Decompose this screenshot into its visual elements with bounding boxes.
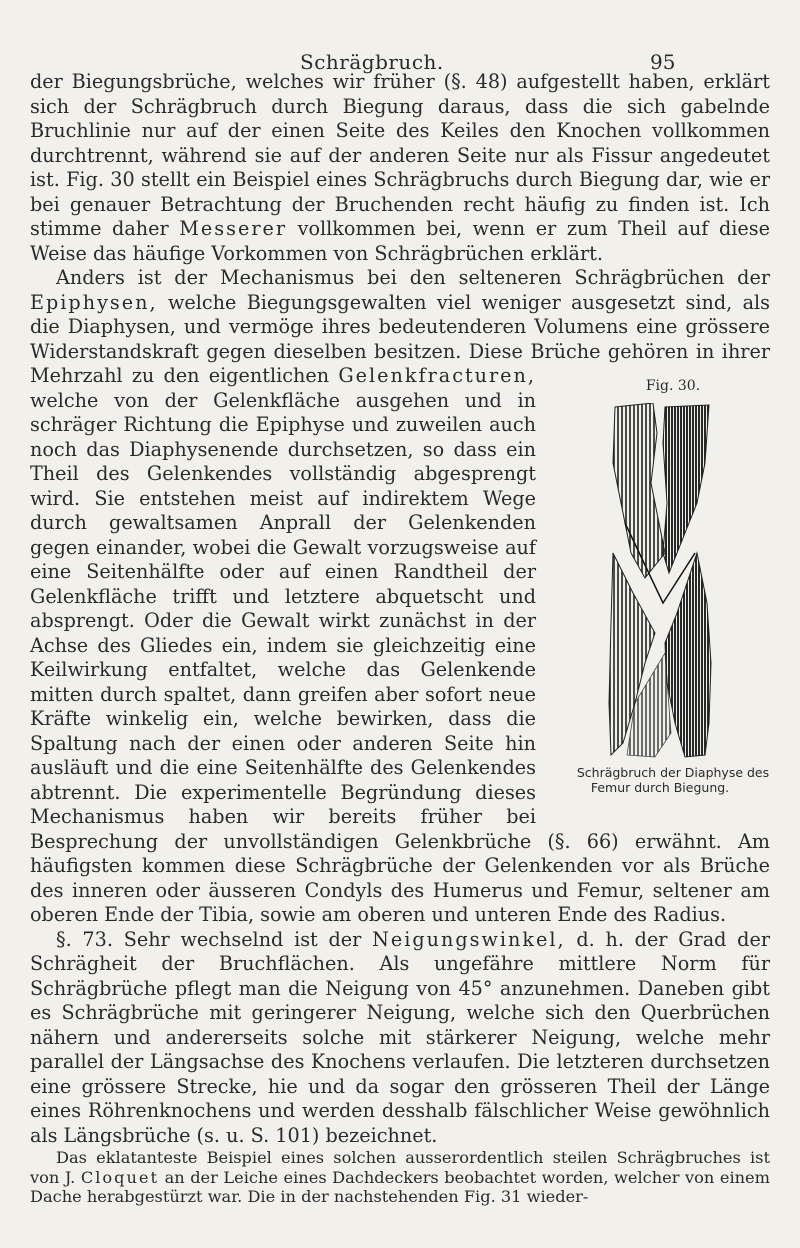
figure-30 <box>550 374 770 812</box>
femur-fracture-illustration <box>605 403 715 759</box>
page-header <box>0 24 800 74</box>
term-gelenkfracturen: Gelenkfracturen, <box>338 364 536 387</box>
footnote: Das eklatanteste Beispiel eines solchen ausserordentlich steilen Schrägbruches ist von J. Cloquet an der Leiche eines Dachdeckers beobachtet worden, welcher von einem Dache herabgestürzt war. Die in der nachstehenden Fig. 31 wieder- <box>30 1148 770 1206</box>
figure-label: Fig. 30. <box>645 378 701 394</box>
paragraph-2: Anders ist der Mechanismus bei den selteneren Schrägbrüchen der Epiphysen, welche Biegungsgewalten viel weniger ausgesetzt sind, als die Diaphysen, und vermöge ihres bedeutenderen Volumens eine grössere Widerstandskraft gegen dieselben besitzen. Diese Brüche gehören in ihrer Mehrzahl zu den eigentlichen Gelenkfracturen, Fig. 30. Schrägbruch der Diaphyse des Femur durch Biegung. welche von der Gelenkfläche ausgehen und in schräger Richtung die Epiphyse und zuweilen auch noch das Diaphysenende durchsetzen, so dass ein Theil des Gelenkendes vollständig abgesprengt wird. Sie entstehen meist auf indirektem Wege durch gewaltsamen Anprall der Gelenkenden gegen einander, wobei die Gewalt vorzugsweise auf eine Seitenhälfte oder auf einen Randtheil der Gelenkfläche trifft und letztere abquetscht und absprengt. Oder die Gewalt wirkt zunächst in der Achse des Gliedes ein, indem sie gleichzeitig eine Keilwirkung entfaltet, welche das Gelenkende mitten durch spaltet, dann greifen aber sofort neue Kräfte winkelig ein, welche bewirken, dass die Spaltung nach der einen oder anderen Seite hin ausläuft und die eine Seitenhälfte des Gelenkendes abtrennt. Die experimentelle Begründung dieses Mechanismus haben wir bereits früher bei Besprechung der unvollständigen Gelenkbrüche (§. 66) erwähnt. Am häufigsten kommen diese Schrägbrüche der Gelenkenden vor als Brüche des inneren oder äusseren Condyls des Humerus und Femur, seltener am oberen Ende der Tibia, sowie am oberen und unteren Ende des Radius. <box>30 266 770 926</box>
page-number: 95 <box>650 50 676 74</box>
paragraph-1: der Biegungsbrüche, welches wir früher (§. 48) aufgestellt haben, erklärt sich der Schrägbruch durch Biegung daraus, dass die sich gabelnde Bruchlinie nur auf der einen Seite des Keiles den Knochen vollkommen durchtrennt, während sie auf der anderen Seite nur als Fissur angedeutet ist. Fig. 30 stellt ein Beispiel eines Schrägbruchs durch Biegung dar, wie er bei genauer Betrachtung der Bruchenden recht häufig zu finden ist. Ich stimme daher Messerer vollkommen bei, wenn er zum Theil auf diese Weise das häufige Vorkommen von Schrägbrüchen erklärt. <box>30 70 770 265</box>
author-name-messerer: Messerer <box>179 217 288 240</box>
section-number: §. 73. <box>56 927 113 951</box>
figure-caption: Schrägbruch der Diaphyse des Femur durch Biegung. <box>576 764 770 795</box>
author-name-cloquet: Cloquet <box>80 1167 159 1187</box>
body-text <box>30 70 770 1207</box>
paragraph-3: §. 73. Sehr wechselnd ist der Neigungswinkel, d. h. der Grad der Schrägheit der Bruchflächen. Als ungefähre mittlere Norm für Schrägbrüche pflegt man die Neigung von 45° anzunehmen. Daneben gibt es Schrägbrüche mit geringerer Neigung, welche sich den Querbrüchen nähern und andererseits solche mit stärkerer Neigung, welche mehr parallel der Längsachse des Knochens verlaufen. Die letzteren durchsetzen eine grössere Strecke, hie und da sogar den grösseren Theil der Länge eines Röhrenknochens und werden desshalb fälschlicher Weise gewöhnlich als Längsbrüche (s. u. S. 101) bezeichnet. <box>30 927 770 1147</box>
running-title: Schrägbruch. <box>300 50 444 74</box>
term-neigungswinkel: Neigungswinkel, <box>372 927 566 951</box>
term-epiphysen: Epiphysen, <box>30 290 158 314</box>
